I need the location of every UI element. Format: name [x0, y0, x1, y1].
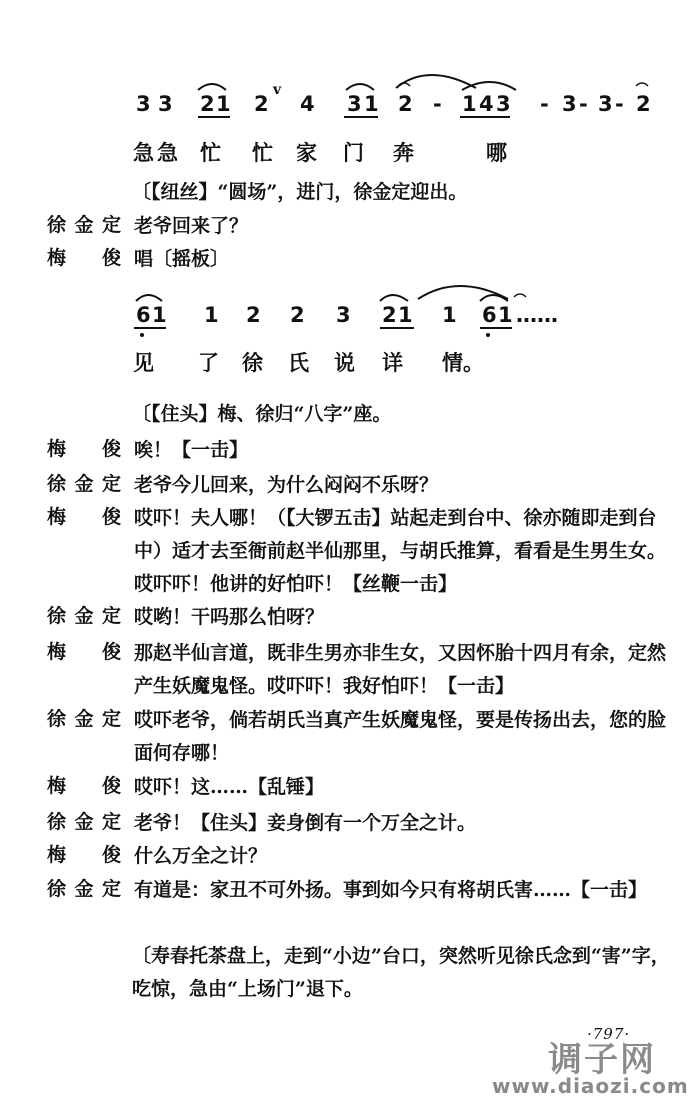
lyric: 徐: [242, 351, 263, 375]
speaker-name: 梅 俊: [47, 247, 121, 269]
watermark-url: www.diaozi.com: [492, 1074, 689, 1098]
dialogue-line: 哎吓老爷，倘若胡氏当真产生妖魔鬼怪，要是传扬出去，您的脸面何存哪！: [134, 709, 667, 764]
dialogue-line: 哎哟！干吗那么怕呀？: [134, 606, 325, 628]
dialogue-line: 唉！【一击】: [134, 439, 249, 461]
lyric: 说: [334, 351, 355, 375]
note: -: [579, 92, 588, 116]
note: 3: [496, 92, 511, 116]
low-octave-dot: [140, 333, 144, 337]
speaker-name: 梅 俊: [47, 775, 121, 797]
note: 4: [479, 92, 494, 116]
speaker-name: 徐金定: [47, 708, 121, 730]
speaker-name: 梅 俊: [47, 438, 121, 460]
speaker-name: 徐金定: [47, 214, 121, 236]
speaker-name: 徐金定: [47, 605, 121, 627]
note: -: [615, 92, 624, 116]
note: 1: [204, 303, 219, 327]
note: 3: [158, 92, 173, 116]
lyric: 情。: [442, 351, 484, 375]
lyric: 哪: [486, 141, 507, 165]
note: 2: [246, 303, 261, 327]
lyric: 了: [198, 351, 219, 375]
dialogue-line: 哎吓！夫人哪！（【大锣五击】站起走到台中、徐亦随即走到台中）适才去至衙前赵半仙那里，与胡氏推算，看看是生男生女。哎吓吓！他讲的好怕吓！【丝鞭一击】: [134, 507, 667, 595]
dialogue-line: 唱〔摇板〕: [134, 248, 230, 270]
dialogue-line: 老爷今儿回来，为什么闷闷不乐呀？: [134, 474, 439, 496]
speaker-name: 梅 俊: [47, 506, 121, 528]
note: 3: [336, 303, 351, 327]
dialogue-line: 老爷！【住头】妾身倒有一个万全之计。: [134, 812, 477, 834]
note: 1: [216, 92, 231, 116]
lyric: 门: [343, 141, 364, 165]
note: 3: [136, 92, 151, 116]
lyric: 忙: [200, 141, 221, 165]
dialogue-line: 老爷回来了？: [134, 215, 249, 237]
dialogue-line: 那赵半仙言道，既非生男亦非生女，又因怀胎十四月有余，定然产生妖魔鬼怪。哎吓吓！我好怕吓！【一击】: [134, 642, 667, 697]
note: 2: [398, 92, 413, 116]
note: -: [540, 92, 549, 116]
lyric: 家: [296, 141, 317, 165]
note: 2: [382, 303, 397, 327]
ellipsis: ……: [516, 303, 558, 327]
note: 1: [364, 92, 379, 116]
stage-direction: 〔寿春托茶盘上，走到“小边”台口，突然听见徐氏念到“害”字，吃惊，急由“上场门”退下。: [132, 945, 670, 1000]
note: 3: [562, 92, 577, 116]
underline: [344, 116, 378, 118]
note: 1: [152, 303, 167, 327]
note: 1: [462, 92, 477, 116]
dialogue-line: 哎吓！这……【乱锤】: [134, 776, 325, 798]
speaker-name: 徐金定: [47, 878, 121, 900]
stage-direction: 〔【住头】梅、徐归“八字”座。: [132, 403, 392, 425]
note: -: [433, 92, 442, 116]
lyric: 急: [157, 141, 178, 165]
lyric: 奔: [393, 141, 414, 165]
note: 1: [398, 303, 413, 327]
lyric: 急: [133, 141, 154, 165]
speaker-name: 徐金定: [47, 473, 121, 495]
notation-line-1: [128, 82, 688, 132]
note: 6: [482, 303, 497, 327]
note: 3: [347, 92, 362, 116]
note: 2: [636, 92, 651, 116]
notation-line-2: [128, 303, 688, 343]
low-octave-dot: [486, 333, 490, 337]
underline: [380, 327, 414, 329]
speaker-name: 梅 俊: [47, 641, 121, 663]
breath-mark: v: [273, 82, 282, 98]
lyric: 详: [382, 351, 403, 375]
speaker-name: 梅 俊: [47, 844, 121, 866]
lyric: 忙: [252, 141, 273, 165]
underline: [480, 327, 512, 329]
note: 1: [498, 303, 513, 327]
underline: [134, 327, 166, 329]
note: 4: [300, 92, 315, 116]
page-number: ·797·: [587, 1025, 631, 1043]
note: 6: [136, 303, 151, 327]
stage-direction: 〔【纽丝】“圆场”，进门，徐金定迎出。: [132, 181, 468, 203]
underline: [460, 116, 510, 118]
dialogue-line: 什么万全之计？: [134, 845, 268, 867]
note: 2: [200, 92, 215, 116]
note: 3: [598, 92, 613, 116]
dialogue-line: 有道是：家丑不可外扬。事到如今只有将胡氏害……【一击】: [134, 879, 648, 901]
note: 2: [254, 92, 269, 116]
watermark-title: 调子网: [548, 1040, 656, 1080]
note: 1: [442, 303, 457, 327]
underline: [198, 116, 230, 118]
speaker-name: 徐金定: [47, 811, 121, 833]
lyric: 氏: [288, 351, 309, 375]
lyric: 见: [133, 351, 154, 375]
note: 2: [290, 303, 305, 327]
